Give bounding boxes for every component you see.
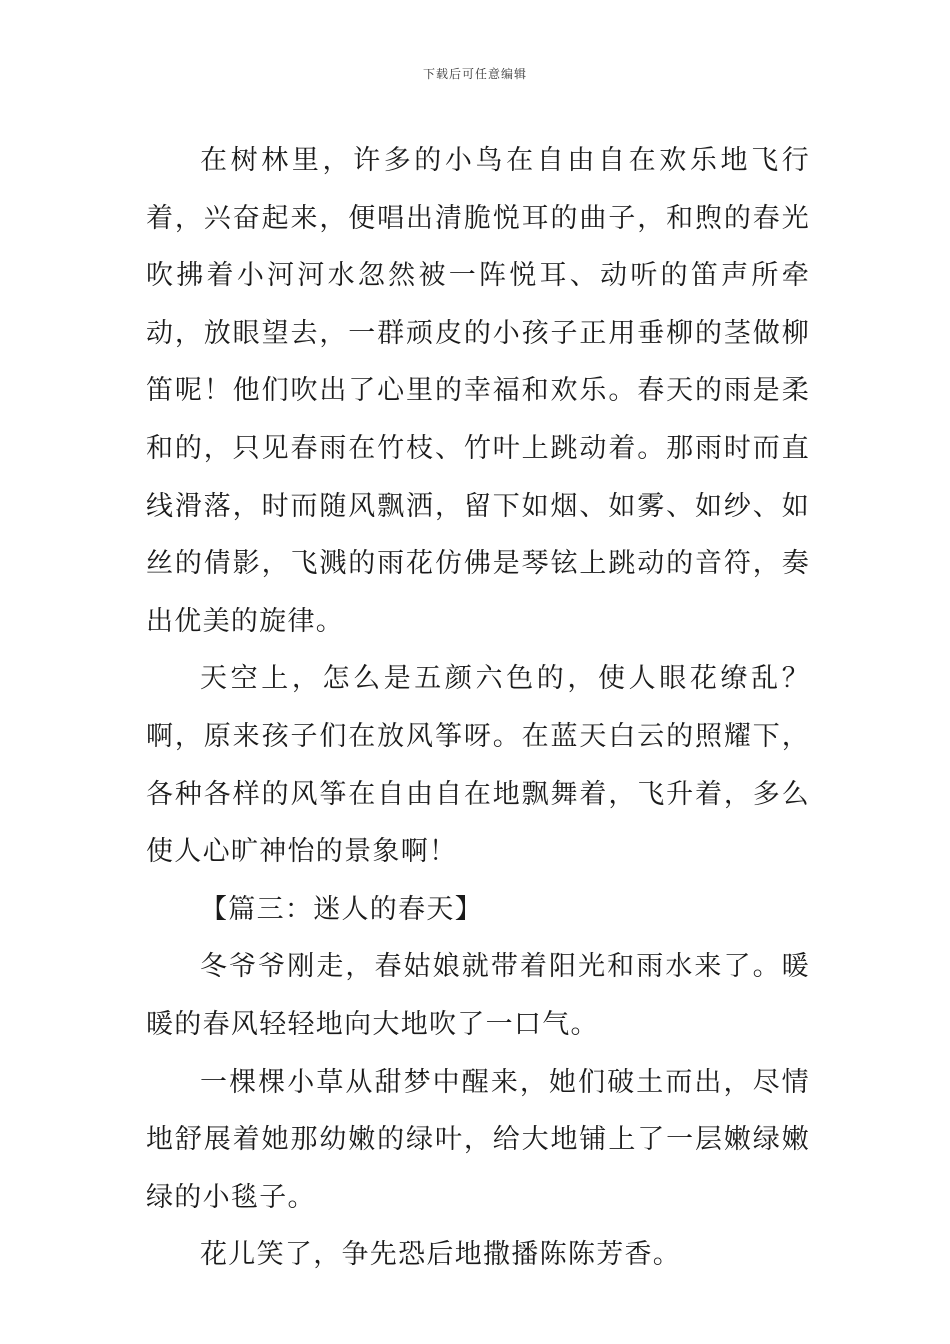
paragraph-forest-birds: 在树林里，许多的小鸟在自由自在欢乐地飞行着，兴奋起来，便唱出清脆悦耳的曲子，和煦的春光吹拂着小河河水忽然被一阵悦耳、动听的笛声所牵动，放眼望去，一群顽皮的小孩子正用垂柳的茎做柳笛呢！他们吹出了心里的幸福和欢乐。春天的雨是柔和的，只见春雨在竹枝、竹叶上跳动着。那雨时而直线滑落，时而随风飘洒，留下如烟、如雾、如纱、如丝的倩影，飞溅的雨花仿佛是琴铉上跳动的音符，奏出优美的旋律。 bbox=[146, 145, 810, 637]
paragraph-grass: 一棵棵小草从甜梦中醒来，她们破土而出，尽情地舒展着她那幼嫩的绿叶，给大地铺上了一层嫩绿嫩绿的小毯子。 bbox=[146, 1066, 810, 1213]
paragraph-flowers: 花儿笑了，争先恐后地撒播陈陈芳香。 bbox=[200, 1239, 682, 1271]
paragraph-spring-arrives: 冬爷爷刚走，春姑娘就带着阳光和雨水来了。暖暖的春风轻轻地向大地吹了一口气。 bbox=[146, 951, 810, 1040]
document-body bbox=[146, 132, 810, 1284]
paragraph-kites: 天空上，怎么是五颜六色的，使人眼花缭乱？啊，原来孩子们在放风筝呀。在蓝天白云的照耀下，各种各样的风筝在自由自在地飘舞着，飞升着，多么使人心旷神怡的景象啊！ bbox=[146, 663, 810, 868]
header-note: 下载后可任意编辑 bbox=[422, 67, 527, 81]
section-title: 【篇三：迷人的春天】 bbox=[200, 893, 483, 925]
